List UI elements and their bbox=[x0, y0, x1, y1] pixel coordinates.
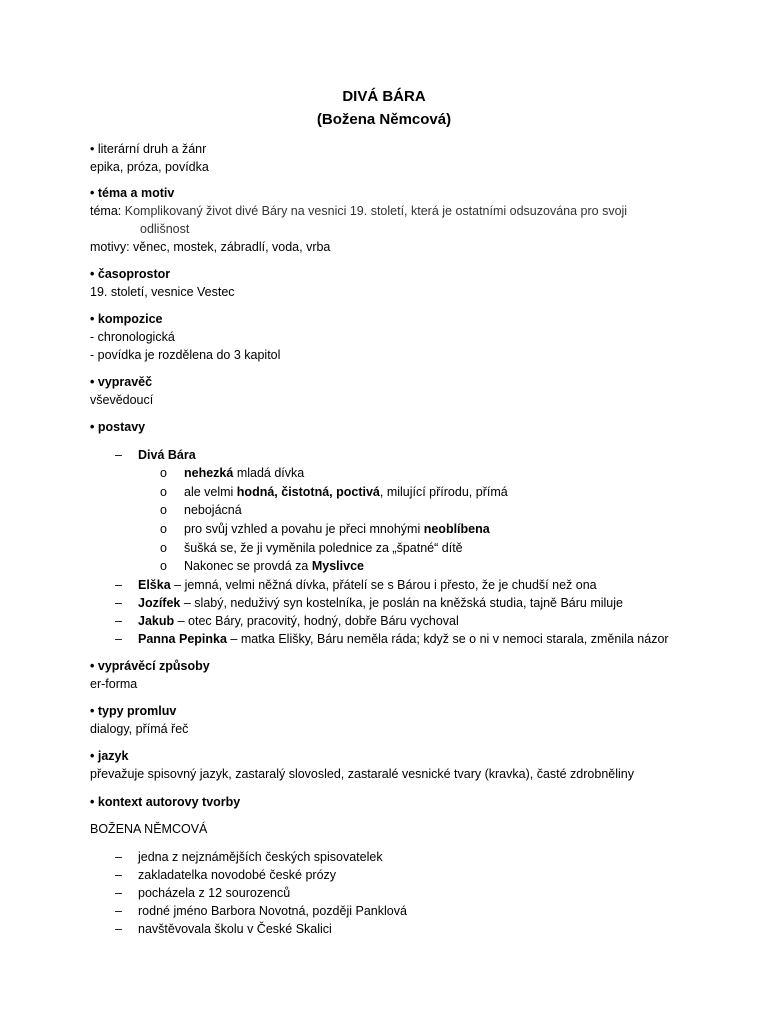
dash-marker: – bbox=[115, 922, 122, 936]
section-narrator-text: vševědoucí bbox=[90, 393, 154, 407]
composition-line-1: - chronologická bbox=[90, 330, 175, 344]
section-narrative-mode-text: er-forma bbox=[90, 677, 138, 691]
theme-line-continuation: odlišnost bbox=[140, 222, 190, 236]
character-bara: Divá Bára bbox=[138, 448, 196, 462]
circle-marker: o bbox=[160, 541, 167, 555]
dash-marker: – bbox=[115, 596, 122, 610]
dash-marker: – bbox=[115, 886, 122, 900]
character-jozifek: Jozífek – slabý, neduživý syn kostelníka, je poslán na kněžská studia, tajně Báru miluje bbox=[138, 596, 623, 610]
section-genre-heading: • literární druh a žánr bbox=[90, 142, 207, 156]
document-title: DIVÁ BÁRA bbox=[342, 88, 426, 105]
bara-trait-5: šušká se, že ji vyměnila polednice za „špatné“ dítě bbox=[184, 541, 463, 555]
section-timespace-text: 19. století, vesnice Vestec bbox=[90, 285, 235, 299]
section-speech-types-text: dialogy, přímá řeč bbox=[90, 722, 189, 736]
author-fact-3: pocházela z 12 sourozenců bbox=[138, 886, 291, 900]
theme-line: téma: Komplikovaný život divé Báry na vesnici 19. století, která je ostatními odsuzována pro svoji bbox=[90, 204, 628, 218]
bara-trait-2: ale velmi hodná, čistotná, poctivá, milující přírodu, přímá bbox=[184, 485, 508, 499]
circle-marker: o bbox=[160, 522, 167, 536]
dash-marker: – bbox=[115, 632, 122, 646]
character-pepinka: Panna Pepinka – matka Elišky, Báru neměla ráda; když se o ni v nemoci starala, změnila názor bbox=[138, 632, 669, 646]
character-jakub: Jakub – otec Báry, pracovitý, hodný, dobře Báru vychoval bbox=[138, 614, 459, 628]
section-context-heading: • kontext autorovy tvorby bbox=[90, 795, 241, 809]
author-fact-4: rodné jméno Barbora Novotná, později Panklová bbox=[138, 904, 407, 918]
bara-trait-1: nehezká mladá dívka bbox=[184, 466, 305, 480]
bullet: • bbox=[90, 142, 95, 156]
section-narrative-mode-heading: • vyprávěcí způsoby bbox=[90, 659, 210, 673]
author-fact-1: jedna z nejznámějších českých spisovatelek bbox=[138, 850, 383, 864]
dash-marker: – bbox=[115, 868, 122, 882]
section-characters-heading: • postavy bbox=[90, 420, 146, 434]
author-name: BOŽENA NĚMCOVÁ bbox=[90, 822, 208, 836]
dash-marker: – bbox=[115, 904, 122, 918]
section-composition-heading: • kompozice bbox=[90, 312, 163, 326]
bara-trait-6: Nakonec se provdá za Myslivce bbox=[184, 559, 364, 573]
section-language-heading: • jazyk bbox=[90, 749, 129, 763]
section-theme-heading: • téma a motiv bbox=[90, 186, 175, 200]
bara-trait-3: nebojácná bbox=[184, 503, 242, 517]
author-fact-2: zakladatelka novodobé české prózy bbox=[138, 868, 337, 882]
author-fact-5: navštěvovala školu v České Skalici bbox=[138, 922, 332, 936]
character-elska: Elška – jemná, velmi něžná dívka, přátelí se s Bárou i přesto, že je chudší než ona bbox=[138, 578, 597, 592]
section-timespace-heading: • časoprostor bbox=[90, 267, 171, 281]
dash-marker: – bbox=[115, 448, 122, 462]
dash-marker: – bbox=[115, 578, 122, 592]
section-speech-types-heading: • typy promluv bbox=[90, 704, 177, 718]
composition-line-2: - povídka je rozdělena do 3 kapitol bbox=[90, 348, 281, 362]
section-genre-text: epika, próza, povídka bbox=[90, 160, 209, 174]
section-narrator-heading: • vypravěč bbox=[90, 375, 153, 389]
circle-marker: o bbox=[160, 485, 167, 499]
document-subtitle: (Božena Němcová) bbox=[316, 111, 452, 128]
dash-marker: – bbox=[115, 614, 122, 628]
circle-marker: o bbox=[160, 466, 167, 480]
section-language-text: převažuje spisovný jazyk, zastaralý slovosled, zastaralé vesnické tvary (kravka), časté zdrobněliny bbox=[90, 767, 634, 781]
bara-trait-4: pro svůj vzhled a povahu je přeci mnohými neoblíbena bbox=[184, 522, 490, 536]
circle-marker: o bbox=[160, 503, 167, 517]
dash-marker: – bbox=[115, 850, 122, 864]
circle-marker: o bbox=[160, 559, 167, 573]
motifs-line: motivy: věnec, mostek, zábradlí, voda, vrba bbox=[90, 240, 331, 254]
